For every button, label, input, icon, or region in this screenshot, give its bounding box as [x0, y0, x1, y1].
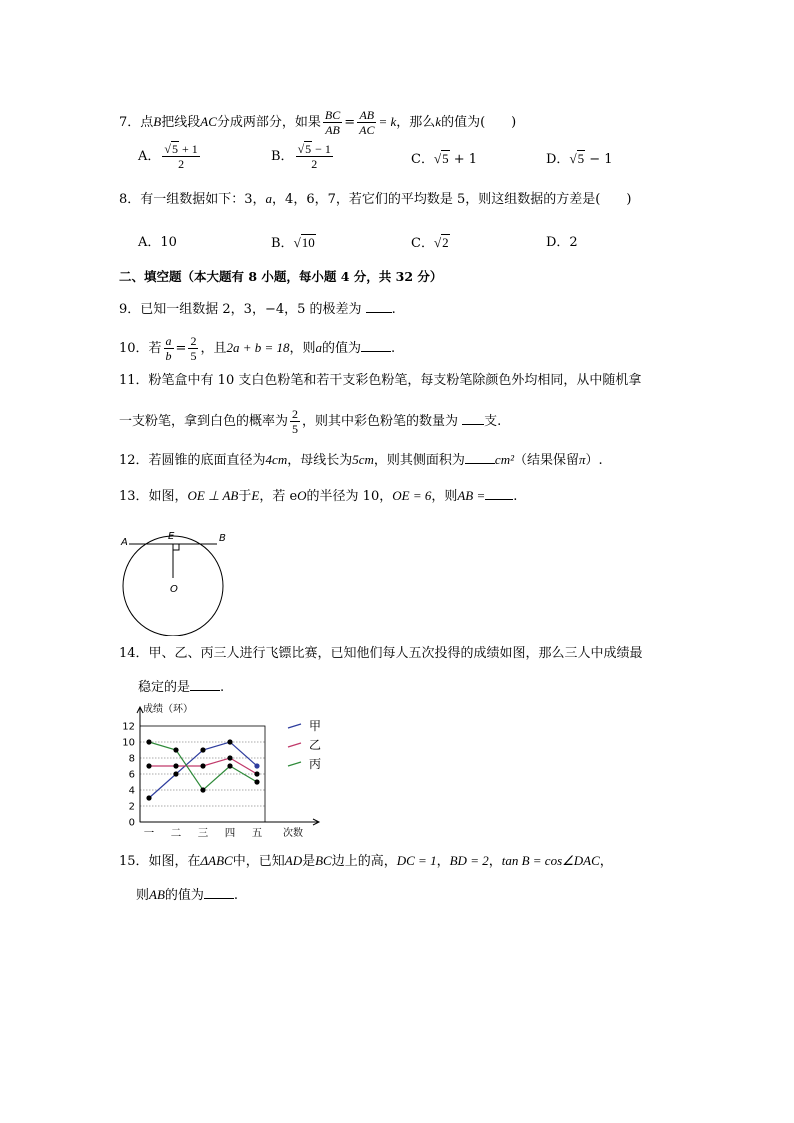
- y-tick-label: 0: [128, 817, 135, 829]
- q12-text: ，母线长为: [287, 453, 353, 468]
- data-point: [200, 763, 205, 768]
- data-point: [227, 763, 232, 768]
- q12-diameter: 4cm: [265, 452, 288, 467]
- q15-var-bc: BC: [315, 853, 332, 868]
- q7-text: 分成两部分，如果: [216, 115, 321, 130]
- q11-end: 支.: [484, 414, 502, 429]
- q12-pi: π: [579, 452, 586, 467]
- sqrt: √2: [433, 235, 449, 250]
- q7-text: 把线段: [161, 115, 201, 130]
- option-rest: + 1: [449, 152, 478, 167]
- q15-text: 是: [302, 854, 316, 869]
- data-point: [254, 763, 259, 768]
- q10-text: 10．若: [119, 341, 162, 356]
- q7-text: 的值为( ): [441, 115, 517, 130]
- q11-fraction: [290, 407, 300, 436]
- q12-text: ，则其侧面积为: [373, 453, 465, 468]
- frac-num: a: [165, 334, 172, 348]
- q13-expr: AB =: [457, 488, 486, 503]
- q15-expr: BD = 2: [449, 853, 489, 868]
- q15-text: 则: [136, 888, 150, 903]
- option-label: B．: [271, 149, 294, 164]
- frac-den: AC: [359, 123, 375, 137]
- q7-var-b: B: [153, 114, 162, 129]
- q7-fraction-ab-ac: [357, 108, 376, 137]
- frac-num: [162, 142, 199, 157]
- label-b: B: [219, 533, 226, 544]
- data-point: [173, 747, 178, 752]
- frac-den: 2: [311, 157, 318, 171]
- q12-end: ）.: [585, 453, 603, 468]
- frac-den: 5: [292, 422, 299, 436]
- answer-blank[interactable]: [361, 339, 391, 352]
- sqrt: √5: [433, 151, 449, 166]
- q15-comma: ，: [488, 854, 502, 869]
- frac-rest: + 1: [178, 142, 198, 156]
- data-point: [227, 755, 232, 760]
- q8-text: 8．有一组数据如下：3，: [119, 192, 266, 207]
- q10-text: ，且: [200, 341, 227, 356]
- data-point: [254, 771, 259, 776]
- q7-var-k: k: [435, 114, 442, 129]
- y-tick-label: 12: [122, 721, 135, 733]
- q15-comma: ，: [436, 854, 450, 869]
- q10-var-a: a: [315, 340, 323, 355]
- q13-var-o: O: [297, 488, 307, 503]
- answer-blank[interactable]: [204, 886, 234, 899]
- q10-text: ，则: [289, 341, 316, 356]
- q7-option-b[interactable]: [271, 142, 335, 171]
- option-label: D．: [546, 152, 570, 167]
- q13-text: 13．如图，: [119, 489, 188, 504]
- question-15-line2: [136, 886, 238, 905]
- q15-expr: DC = 1: [396, 853, 437, 868]
- x-tick-label: 二: [170, 827, 182, 839]
- label-a: A: [121, 537, 128, 548]
- question-9: [119, 300, 396, 319]
- option-fraction: [296, 142, 333, 171]
- q13-text: ，则: [431, 489, 458, 504]
- q14-end: .: [220, 680, 225, 695]
- y-tick-label: 10: [122, 737, 135, 749]
- question-10: [119, 334, 395, 363]
- option-label: C．: [411, 236, 434, 251]
- q9-end: .: [391, 302, 396, 317]
- q7-var-ac: AC: [200, 114, 217, 129]
- q11-text: 一支粉笔，拿到白色的概率为: [119, 414, 289, 429]
- option-text: D．2: [546, 235, 578, 250]
- equals-sign: =: [175, 341, 187, 356]
- legend-swatch: [288, 762, 301, 766]
- q15-triangle: ΔABC: [200, 853, 233, 868]
- q13-text: 的半径为 10，: [306, 489, 393, 504]
- radicand: 2: [442, 235, 449, 250]
- radicand: 10: [301, 235, 315, 250]
- answer-blank[interactable]: [465, 451, 495, 464]
- q12-text: 12．若圆锥的底面直径为: [119, 453, 266, 468]
- question-11-line1: 11．粉笔盒中有 10 支白色粉笔和若干支彩色粉笔，每支粉笔除颜色外均相同，从中随机拿: [119, 373, 642, 388]
- answer-blank[interactable]: [485, 487, 513, 500]
- label-o: O: [170, 584, 178, 595]
- circle-figure: [118, 526, 238, 636]
- frac-den: b: [165, 349, 172, 363]
- q15-var-ab: AB: [149, 887, 165, 902]
- y-tick-label: 4: [128, 785, 135, 797]
- q8-var-a: a: [265, 191, 273, 206]
- legend-swatch: [288, 743, 301, 747]
- y-tick-label: 2: [128, 801, 135, 813]
- question-8: [119, 190, 631, 209]
- frac-num: 2: [292, 407, 299, 421]
- radicand: 5: [442, 151, 449, 166]
- legend-label: 乙: [309, 738, 322, 752]
- question-15-line1: [119, 852, 613, 871]
- q13-expr: OE = 6: [392, 488, 432, 503]
- sqrt: √5: [164, 142, 178, 156]
- y-axis-label: 成绩（环）: [143, 704, 193, 715]
- q13-text: 于: [238, 489, 252, 504]
- frac-num: AB: [357, 108, 376, 123]
- q15-end: .: [233, 888, 239, 903]
- frac-den: AB: [325, 123, 340, 137]
- radicand: 5: [577, 151, 585, 166]
- legend-label: 丙: [309, 757, 322, 771]
- equals-sign: =: [344, 115, 356, 130]
- q8-text: ，4，6，7，若它们的平均数是 5，则这组数据的方差是( ): [272, 192, 632, 207]
- data-point: [200, 787, 205, 792]
- q10-expr: 2a + b = 18: [226, 340, 290, 355]
- q13-expr: OE ⊥ AB: [187, 488, 239, 503]
- data-point: [146, 795, 151, 800]
- x-tick-label: 四: [224, 827, 236, 839]
- q8-option-d[interactable]: [546, 234, 578, 252]
- option-label: C．: [411, 152, 434, 167]
- question-14-line2: [138, 678, 224, 697]
- y-tick-label: 6: [128, 769, 135, 781]
- data-point: [227, 739, 232, 744]
- q7-text: 7．点: [119, 115, 154, 130]
- q15-text: 15．如图，在: [119, 854, 201, 869]
- option-label: B．: [271, 236, 294, 251]
- data-point: [173, 763, 178, 768]
- frac-rest: − 1: [312, 142, 331, 156]
- data-point: [146, 739, 151, 744]
- q13-var-e: E: [251, 488, 260, 503]
- sqrt: √10: [293, 235, 315, 250]
- y-tick-label: 8: [128, 753, 135, 765]
- section-heading: 二、填空题（本大题有 8 小题，每小题 4 分，共 32 分）: [119, 269, 443, 284]
- frac-den: 2: [178, 157, 185, 171]
- q15-var-ad: AD: [284, 853, 303, 868]
- q12-slant: 5cm: [352, 452, 374, 467]
- q10-fraction-2-5: [188, 334, 198, 363]
- q12-text: （结果保留: [513, 453, 579, 468]
- radicand: 5: [305, 142, 312, 156]
- q10-fraction-a-b: [164, 334, 174, 363]
- question-12: [119, 451, 603, 470]
- q13-end: .: [513, 489, 518, 504]
- q7-option-a[interactable]: [138, 142, 202, 171]
- option-text: A．10: [138, 235, 177, 250]
- legend-swatch: [288, 724, 301, 728]
- radicand: 5: [171, 142, 178, 156]
- question-13: [119, 487, 517, 506]
- q15-comma: ，: [599, 854, 613, 869]
- right-angle-mark: [173, 544, 179, 550]
- sqrt: √5: [297, 142, 312, 156]
- answer-blank[interactable]: [366, 300, 392, 313]
- q15-text: 中，已知: [232, 854, 285, 869]
- question-14-line1: 14．甲、乙、丙三人进行飞镖比赛，已知他们每人五次投得的成绩如图，那么三人中成绩最: [119, 646, 643, 661]
- question-7: [119, 108, 516, 137]
- q12-unit: cm²: [494, 452, 514, 467]
- label-e: E: [168, 531, 175, 542]
- question-11-line2: [119, 407, 501, 436]
- data-point: [146, 763, 151, 768]
- q15-expr: tan B = cos∠DAC: [501, 853, 600, 868]
- data-point: [254, 779, 259, 784]
- x-tick-label: 三: [197, 827, 209, 839]
- q15-text: 边上的高，: [331, 854, 397, 869]
- q14-text: 稳定的是: [138, 680, 191, 695]
- q8-option-a[interactable]: [138, 234, 177, 252]
- q8-option-c[interactable]: [411, 234, 450, 253]
- legend-label: 甲: [309, 719, 322, 733]
- q10-end: .: [391, 341, 396, 356]
- sqrt: √5: [569, 151, 585, 166]
- score-line-chart: [113, 702, 338, 840]
- q7-text: ，那么: [396, 115, 436, 130]
- x-tick-label: 一: [143, 827, 155, 839]
- q7-fraction-bc-ab: [323, 108, 342, 137]
- q10-text: 的值为: [322, 341, 362, 356]
- q8-option-b[interactable]: [271, 234, 316, 253]
- frac-num: 2: [190, 334, 197, 348]
- q7-option-d[interactable]: [546, 150, 613, 169]
- data-point: [173, 771, 178, 776]
- option-label: A．: [138, 149, 161, 164]
- q7-equals-k: = k: [378, 114, 397, 129]
- q13-text: ，若 e: [259, 489, 298, 504]
- q9-text: 9．已知一组数据 2，3，−4，5 的极差为: [119, 302, 362, 317]
- option-fraction: [162, 142, 199, 171]
- q15-text: 的值为: [164, 888, 204, 903]
- frac-num: [296, 142, 333, 157]
- answer-blank[interactable]: [190, 678, 220, 691]
- x-tick-label: 五: [251, 827, 263, 839]
- q11-text: ，则其中彩色粉笔的数量为: [302, 414, 459, 429]
- x-axis-label: 次数: [283, 828, 303, 839]
- frac-den: 5: [190, 349, 197, 363]
- answer-blank[interactable]: [462, 412, 484, 425]
- option-rest: − 1: [585, 152, 613, 167]
- q7-option-c[interactable]: [411, 150, 477, 169]
- data-point: [200, 747, 205, 752]
- frac-num: BC: [324, 108, 341, 122]
